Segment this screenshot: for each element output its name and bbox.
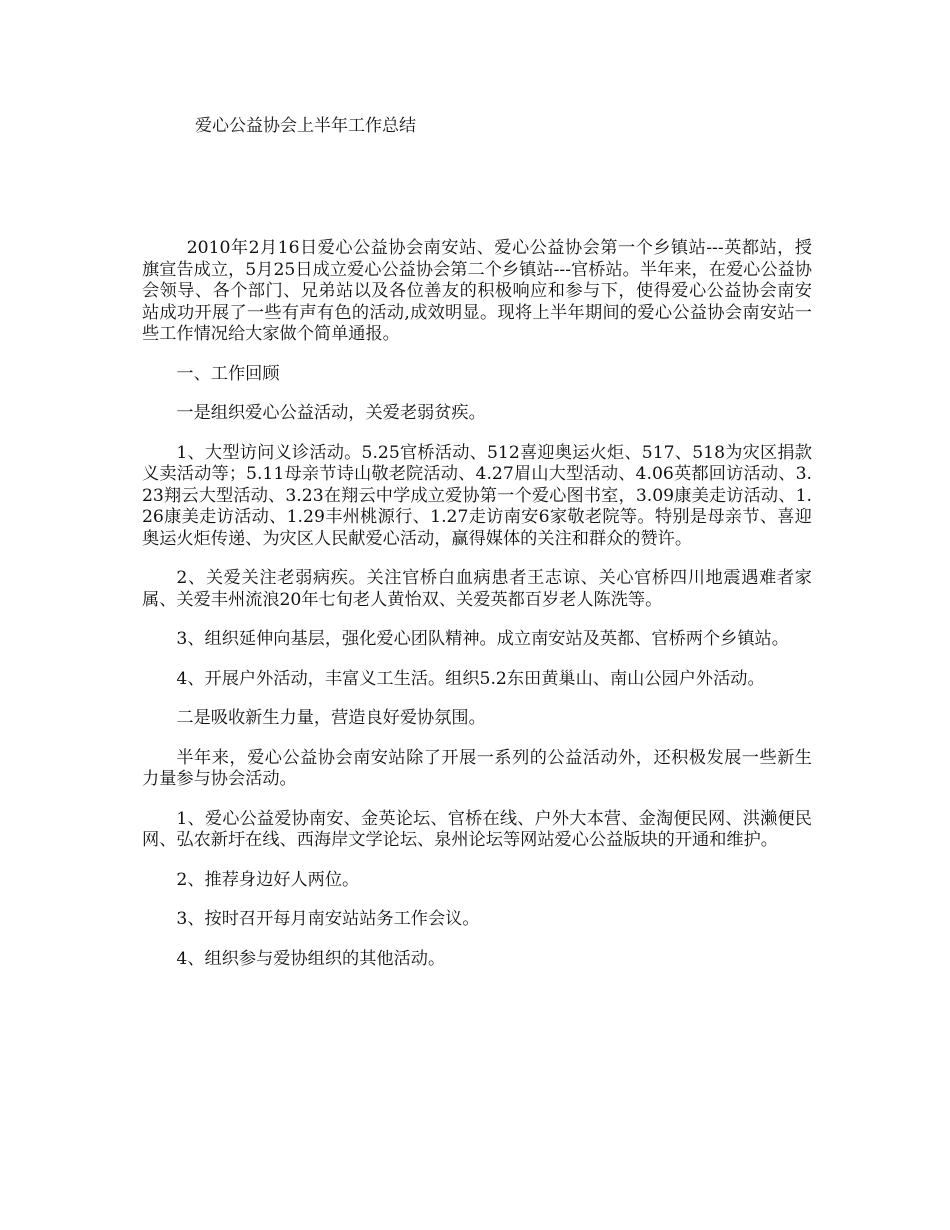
list-item-activity-3: 3、组织延伸向基层，强化爱心团队精神。成立南安站及英都、官桥两个乡镇站。 [176, 629, 789, 649]
document-body [142, 238, 812, 988]
paragraph-intro: 2010年2月16日爱心公益协会南安站、爱心公益协会第一个乡镇站---英都站，授旗宣告成立，5月25日成立爱心公益协会第二个乡镇站---官桥站。半年来，在爱心公益协会领导、各个部门、兄弟站以及各位善友的积极响应和参与下，使得爱心公益协会南安站成功开展了一些有声有色的活动,成效明显。现将上半年期间的爱心公益协会南安站一些工作情况给大家做个简单通报。 [142, 238, 812, 344]
list-item-member-2: 2、推荐身边好人两位。 [176, 869, 360, 890]
list-item-activity-4: 4、开展户外活动，丰富义工生活。组织5.2东田黄巢山、南山公园户外活动。 [176, 668, 765, 689]
paragraph-new-members: 半年来，爱心公益协会南安站除了开展一系列的公益活动外，还积极发展一些新生力量参与协会活动。 [142, 747, 812, 789]
list-item-member-4: 4、组织参与爱协组织的其他活动。 [176, 948, 446, 969]
subheading-new-members: 二是吸收新生力量，营造良好爱协氛围。 [176, 708, 486, 728]
subheading-charity-activities: 一是组织爱心公益活动，关爱老弱贫疾。 [176, 403, 486, 423]
document-title: 爱心公益协会上半年工作总结 [195, 116, 416, 136]
list-item-activity-2: 2、关爱关注老弱病疾。关注官桥白血病患者王志谅、关心官桥四川地震遇难者家属、关爱丰州流浪20年七旬老人黄怡双、关爱英都百岁老人陈洗等。 [142, 568, 812, 610]
section-heading-work-review: 一、工作回顾 [176, 363, 280, 384]
list-item-member-1: 1、爱心公益爱协南安、金英论坛、官桥在线、户外大本营、金淘便民网、洪濑便民网、弘农新圩在线、西海岸文学论坛、泉州论坛等网站爱心公益版块的开通和维护。 [142, 808, 812, 850]
list-item-member-3: 3、按时召开每月南安站站务工作会议。 [176, 909, 480, 929]
list-item-activity-1: 1、大型访问义诊活动。5.25官桥活动、512喜迎奥运火炬、517、518为灾区捐款义卖活动等；5.11母亲节诗山敬老院活动、4.27眉山大型活动、4.06英都回访活动、3.23翔云大型活动、3.23在翔云中学成立爱协第一个爱心图书室，3.09康美走访活动、1.26康美走访活动、1.29丰州桃源行、1.27走访南安6家敬老院等。特别是母亲节、喜迎奥运火炬传递、为灾区人民献爱心活动，赢得媒体的关注和群众的赞许。 [142, 442, 812, 549]
